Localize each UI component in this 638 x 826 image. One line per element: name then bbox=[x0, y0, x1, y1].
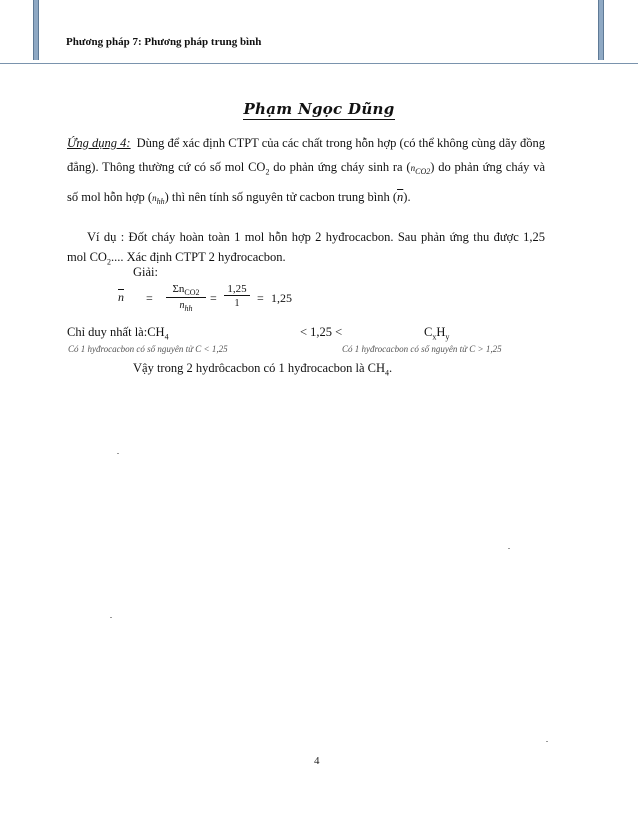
right-margin-bar bbox=[598, 0, 604, 60]
signature-text: Phạm Ngọc Dũng bbox=[243, 100, 395, 118]
page-number: 4 bbox=[314, 755, 320, 767]
application-text-3: ) do phản ứng cháy và số mol hỗn hợp ( bbox=[67, 160, 545, 204]
formula-result: 1,25 bbox=[271, 291, 292, 305]
conclusion-inequality: < 1,25 < bbox=[300, 325, 343, 339]
final-statement: Vậy trong 2 hydrôcacbon có 1 hyđrocacbon là $CH_4$. bbox=[133, 361, 393, 378]
average-formula bbox=[118, 283, 418, 319]
scan-speck bbox=[110, 617, 112, 618]
n-co2-symbol: $n_{CO2}$ bbox=[410, 163, 431, 176]
formula-eq-1: = bbox=[146, 291, 153, 305]
conclusion-formula: $C_xH_y$ bbox=[424, 325, 450, 342]
scan-speck bbox=[546, 741, 548, 742]
header-rule bbox=[0, 63, 638, 64]
signature bbox=[0, 100, 638, 118]
formula-eq-3: = bbox=[257, 291, 264, 305]
note-right: Có 1 hyđrocacbon có số nguyên tử C > 1,25 bbox=[342, 344, 502, 354]
conclusion-label: Chỉ duy nhất $là:CH_4$ bbox=[67, 325, 169, 342]
application-paragraph: Ứng dụng 4: Dùng để xác định CTPT của các chất trong hỗn hợp (có thể không cùng dãy đồng đẳng). Thông thường cứ có số mol $CO_2$ do phản ứng cháy sinh ra $(n_{CO2})$ do phản ứng cháy và số mol hỗn hợp $(n_{hh})$ thì nên tính số nguyên tử cacbon trung bình $(\overline{n})$. bbox=[67, 136, 545, 206]
header-title: Phương pháp 7: Phương pháp trung bình bbox=[66, 36, 262, 48]
application-text-5: ). bbox=[403, 189, 411, 204]
formula-lhs: $\overline{n}$ bbox=[118, 290, 124, 304]
note-left: Có 1 hyđrocacbon có số nguyên tử C < 1,25 bbox=[68, 344, 228, 354]
example-text-2: .... Xác định CTPT 2 hyđrocacbon. bbox=[110, 250, 286, 264]
example-text-1: Ví dụ : Đốt cháy hoàn toàn 1 mol hỗn hợp 2 hyđrocacbon. Sau phản ứng thu được 1,25 mol CO bbox=[67, 230, 545, 264]
scan-speck bbox=[117, 453, 119, 454]
n-hh-symbol: $n_{hh}$ bbox=[152, 192, 165, 206]
application-text-4: ) thì nên tính số nguyên tử cacbon trung bình ( bbox=[164, 189, 398, 204]
left-margin-bar bbox=[33, 0, 39, 60]
formula-fraction-1: $\Sigma n_{CO2}$ $n_{hh}$ bbox=[166, 283, 206, 313]
application-title: Ứng dụng 4: bbox=[67, 136, 131, 150]
n-bar-symbol: $\overline{n}$ bbox=[397, 189, 404, 204]
formula-eq-2: = bbox=[210, 291, 217, 305]
application-text-1: Dùng để xác định CTPT của các chất trong hỗn hợp (có thể không cùng dãy đồng đẳng). Thông thường cứ có số mol CO bbox=[67, 136, 545, 174]
scan-speck bbox=[508, 548, 510, 549]
example-paragraph: Ví dụ : Đốt cháy hoàn toàn 1 mol hỗn hợp 2 hyđrocacbon. Sau phản ứng thu được 1,25 mol $CO_2$.... Xác định CTPT 2 hyđrocacbon. bbox=[67, 230, 545, 267]
formula-fraction-2: $\frac{1,25}{1}$ bbox=[224, 283, 250, 309]
solution-label: Giải: bbox=[133, 265, 158, 279]
application-text-2: do phản ứng cháy sinh ra ( bbox=[269, 160, 411, 174]
